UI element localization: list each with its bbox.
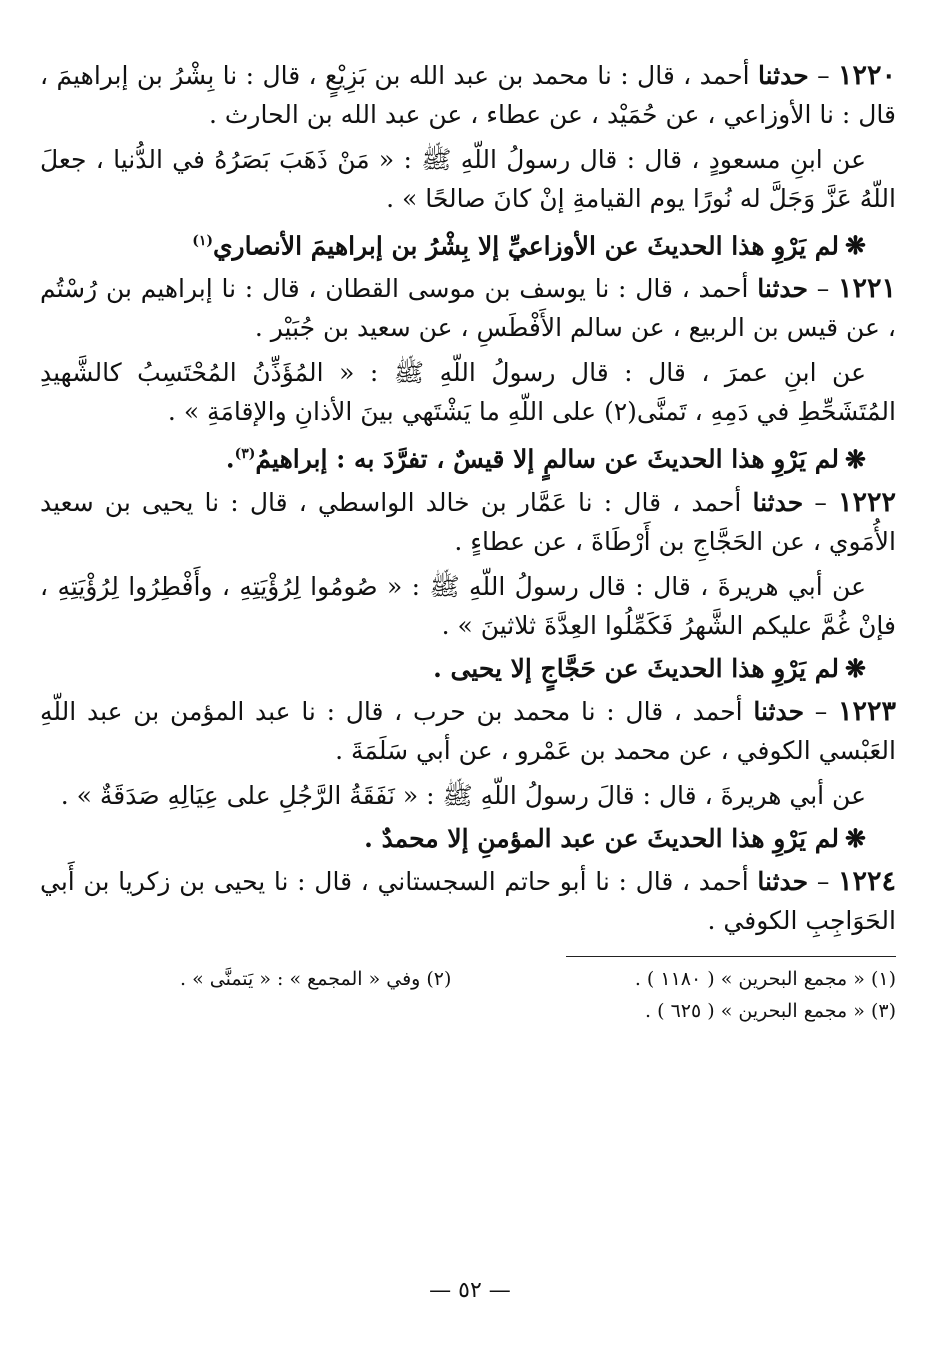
matn-paragraph: عن أبي هريرةَ ، قال : قالَ رسولُ اللّهِ ﷺ : « نَفَقَةُ الرَّجُلِ على عِيَالِهِ صَدَقَةٌ » . [60,780,866,810]
page-number: — ٥٢ — [429,1278,511,1303]
opening-word: حدثنا [757,866,809,896]
matn-paragraph: عن ابنِ عمرَ ، قال : قال رسولُ اللّهِ ﷺ : « المُؤَذِّنُ المُحْتَسِبُ كالشَّهيدِ المُتَشَحِّطِ في دَمِهِ ، تَمنَّى(٢) على اللّهِ ما يَشْتَهي بينَ الأذانِ والإقامَةِ » . [40,358,896,427]
isnad-paragraph [40,56,896,134]
footnote-divider [566,956,896,957]
editorial-note [40,819,896,858]
editorial-note [40,649,896,688]
hadith-1223 [40,692,896,858]
hadith-1221 [40,269,896,478]
dash: – [814,487,827,517]
dash: – [817,61,830,90]
isnad-paragraph [40,692,896,770]
note-end: . [225,444,235,474]
hadith-number: ١٢٢١ [838,273,897,305]
footnote-2: (٢) وفي « المجمع » : « يَتمنَّى » . [180,967,452,990]
isnad-text: أحمد ، قال : نا محمد بن حرب ، قال : نا عبد المؤمن بن عبد اللّهِ العَبْسي الكوفي ، عن محمد بن عَمْرو ، عن أبي سَلَمَةَ . [40,696,896,765]
opening-word: حدثنا [752,487,804,517]
note-text: لم يَرْوِ هذا الحديثَ عن سالمٍ إلا قيسٌ ، تفرَّدَ به : إبراهيمُ [255,444,840,474]
footnote-ref: (٣) [234,446,256,463]
note-text: لم يَرْوِ هذا الحديثَ عن حَجَّاجٍ إلا يحيى . [433,653,840,683]
footnote-1: (١) « مجمع البحرين » ( ١١٨٠ ) . [634,967,896,990]
isnad-text: أحمد ، قال : نا أبو حاتم السجستاني ، قال : نا يحيى بن زكريا بن أَبي الحَوَاجِبِ الكوفي . [40,866,896,935]
hadith-1222 [40,483,896,688]
opening-word: حدثنا [757,61,809,90]
hadith-1224 [40,862,896,940]
footnote-ref: (١) [192,233,213,249]
dash: – [816,274,830,304]
isnad-text: أحمد ، قال : نا يوسف بن موسى القطان ، قال : نا إبراهيم بن رُسْتُم ، عن قيس بن الربيع ، عن سالم الأَفْطَسِ ، عن سعيد بن جُبَيْر . [40,274,896,343]
star-icon: ❋ [845,444,866,474]
hadith-number: ١٢٢٤ [838,865,897,897]
editorial-note [40,435,896,478]
hadith-number: ١٢٢٢ [837,486,896,518]
isnad-text: أحمد ، قال : نا محمد بن عبد الله بن بَزِيْعٍ ، قال : نا بِشْرُ بن إبراهيمَ ، قال : نا الأوزاعي ، عن حُمَيْد ، عن عطاء ، عن عبد الله بن الحارث . [40,61,896,129]
footnotes [40,963,896,1027]
dash: – [814,696,828,726]
matn-paragraph: عن ابنِ مسعودٍ ، قال : قال رسولُ اللّهِ ﷺ : « مَنْ ذَهَبَ بَصَرُهُ في الدُّنيا ، جعلَ اللّهُ عَزَّ وَجَلَّ له نُورًا يوم القيامةِ إنْ كانَ صالحًا » . [40,145,896,213]
isnad-paragraph [40,483,896,561]
opening-word: حدثنا [753,696,805,726]
main-text [40,56,896,940]
footnote-row [40,963,896,995]
star-icon: ❋ [845,823,866,853]
note-text: لم يَرْوِ هذا الحديثَ عن عبد المؤمنِ إلا محمدٌ . [364,823,840,853]
note-text: لم يَرْوِ هذا الحديثَ عن الأوزاعيِّ إلا بِشْرُ بن إبراهيمَ الأنصاري [212,231,840,261]
isnad-text: أحمد ، قال : نا عَمَّار بن خالد الواسطي ، قال : نا يحيى بن سعيد الأُمَوي ، عن الحَجَّاجِ بن أَرْطَاةَ ، عن عطاءٍ . [40,487,896,556]
isnad-paragraph [40,862,896,940]
footnote-row [40,995,896,1027]
isnad-paragraph [40,269,896,347]
footnote-3: (٣) « مجمع البحرين » ( ٦٢٥ ) . [645,999,896,1022]
star-icon: ❋ [845,231,866,261]
hadith-number: ١٢٢٣ [837,695,896,727]
dash: – [816,866,830,896]
hadith-number: ١٢٢٠ [837,60,896,91]
matn-paragraph: عن أبي هريرةَ ، قال : قال رسولُ اللّهِ ﷺ : « صُومُوا لِرُؤْيَتِهِ ، وأَفْطِرُوا لِرُؤْيَتِهِ ، فإنْ غُمَّ عليكم الشَّهرُ فَكَمِّلُوا العِدَّةَ ثلاثينَ » . [40,571,896,640]
editorial-note [40,222,896,265]
hadith-1220 [40,56,896,265]
star-icon: ❋ [845,653,866,683]
opening-word: حدثنا [757,274,808,304]
